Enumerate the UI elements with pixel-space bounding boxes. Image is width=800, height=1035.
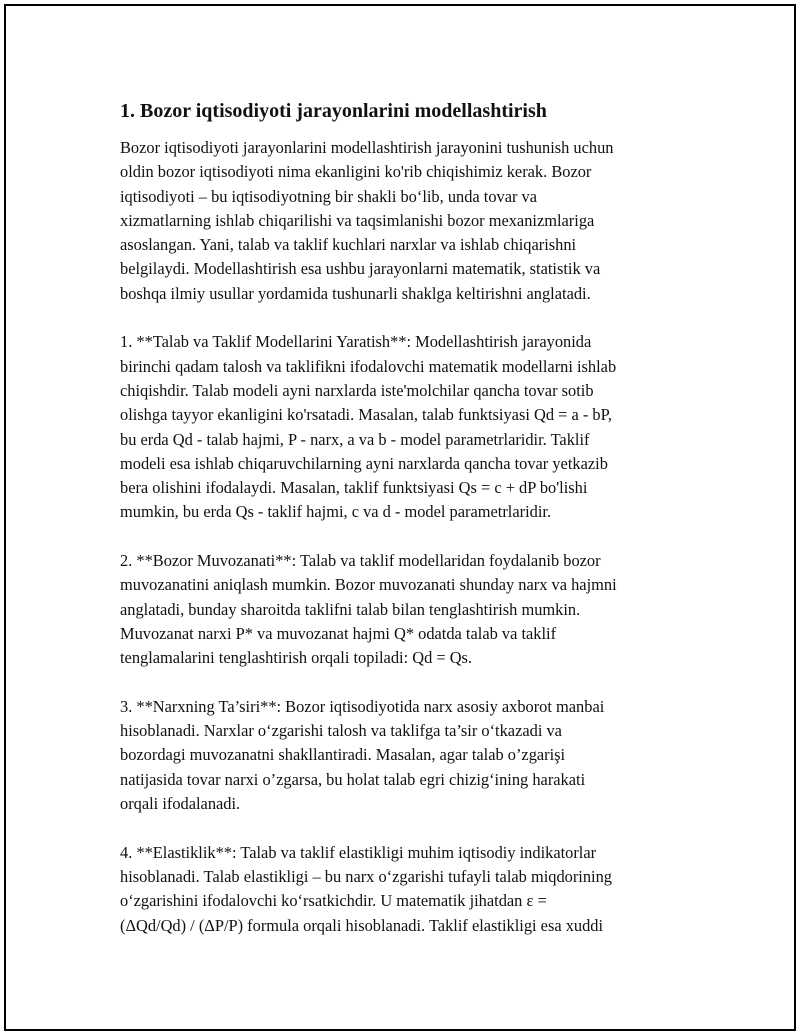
paragraph-line: bu erda Qd - talab hajmi, P - narx, a va b - model parametrlaridir. Taklif [120, 429, 590, 449]
paragraph-line: o‘zgarishini ifodalovchi ko‘rsatkichdir. U matematik jihatdan ε = [120, 891, 547, 911]
paragraph-line: tenglamalarini tenglashtirish orqali topiladi: Qd = Qs. [120, 648, 473, 668]
paragraph-line: belgilaydi. Modellashtirish esa ushbu jarayonlarni matematik, statistik va [120, 259, 601, 279]
paragraph-line: Bozor iqtisodiyoti jarayonlarini modellashtirish jarayonini tushunish uchun [120, 138, 614, 157]
paragraph-line: hisoblanadi. Talab elastikligi – bu narx o‘zgarishi tufayli talab miqdorining [120, 866, 612, 886]
paragraph-line: birinchi qadam talosh va taklifikni ifodalovchi matematik modellarni ishlab [120, 356, 617, 376]
paragraph-line: 2. **Bozor Muvozanati**: Talab va taklif modellaridan foydalanib bozor [120, 551, 601, 571]
paragraph-line: olishga tayyor ekanligini ko'rsatadi. Masalan, talab funktsiyasi Qd = a - bP, [120, 405, 612, 425]
paragraph-line: 1. **Talab va Taklif Modellarini Yaratish**: Modellashtirish jarayonida [120, 332, 592, 352]
paragraph-line: hisoblanadi. Narxlar o‘zgarishi talosh va taklifga ta’sir o‘tkazadi va [120, 721, 562, 741]
paragraph-line: 3. **Narxning Ta’siri**: Bozor iqtisodiyotida narx asosiy axborot manbai [120, 696, 605, 716]
paragraph-line: natijasida tovar narxi o’zgarsa, bu holat talab egri chizig‘ining harakati [120, 769, 586, 789]
paragraph [120, 136, 680, 306]
document-content [120, 98, 680, 962]
paragraph-line: mumkin, bu erda Qs - taklif hajmi, c va d - model parametrlaridir. [120, 502, 552, 522]
paragraph-line: muvozanatini aniqlash mumkin. Bozor muvozanati shunday narx va hajmni [120, 575, 617, 595]
paragraph-line: orqali ifodalanadi. [120, 794, 241, 814]
paragraph-line: modeli esa ishlab chiqaruvchilarning ayni narxlarda qancha tovar yetkazib [120, 453, 608, 473]
paragraph [120, 330, 680, 524]
paragraph-line: bozordagi muvozanatni shakllantiradi. Masalan, agar talab o’zgarişi [120, 745, 566, 765]
document-page [4, 4, 796, 1031]
paragraph-line: Muvozanat narxi P* va muvozanat hajmi Q* odatda talab va taklif [120, 623, 557, 643]
paragraph-line: oldin bozor iqtisodiyoti nima ekanligini ko'rib chiqishimiz kerak. Bozor [120, 162, 592, 182]
paragraph-list [120, 136, 680, 938]
paragraph-line: boshqa ilmiy usullar yordamida tushunarli shaklga keltirishni anglatadi. [120, 283, 591, 303]
paragraph-line: iqtisodiyoti – bu iqtisodiyotning bir shakli bo‘lib, unda tovar va [120, 186, 538, 206]
paragraph-line: chiqishdir. Talab modeli ayni narxlarda iste'molchilar qancha tovar sotib [120, 380, 594, 400]
paragraph-line: (ΔQd/Qd) / (ΔP/P) formula orqali hisoblanadi. Taklif elastikligi esa xuddi [120, 915, 604, 935]
paragraph [120, 841, 680, 938]
paragraph [120, 695, 680, 816]
paragraph [120, 549, 680, 670]
paragraph-line: 4. **Elastiklik**: Talab va taklif elastikligi muhim iqtisodiy indikatorlar [120, 842, 597, 862]
paragraph-line: bera olishini ifodalaydi. Masalan, taklif funktsiyasi Qs = c + dP bo'lishi [120, 478, 588, 498]
paragraph-line: asoslangan. Yani, talab va taklif kuchlari narxlar va ishlab chiqarishni [120, 235, 577, 255]
section-heading: 1. Bozor iqtisodiyoti jarayonlarini modellashtirish [120, 100, 547, 122]
paragraph-line: anglatadi, bunday sharoitda taklifni talab bilan tenglashtirish mumkin. [120, 599, 581, 619]
paragraph-line: xizmatlarning ishlab chiqarilishi va taqsimlanishi bozor mexanizmlariga [120, 210, 595, 230]
